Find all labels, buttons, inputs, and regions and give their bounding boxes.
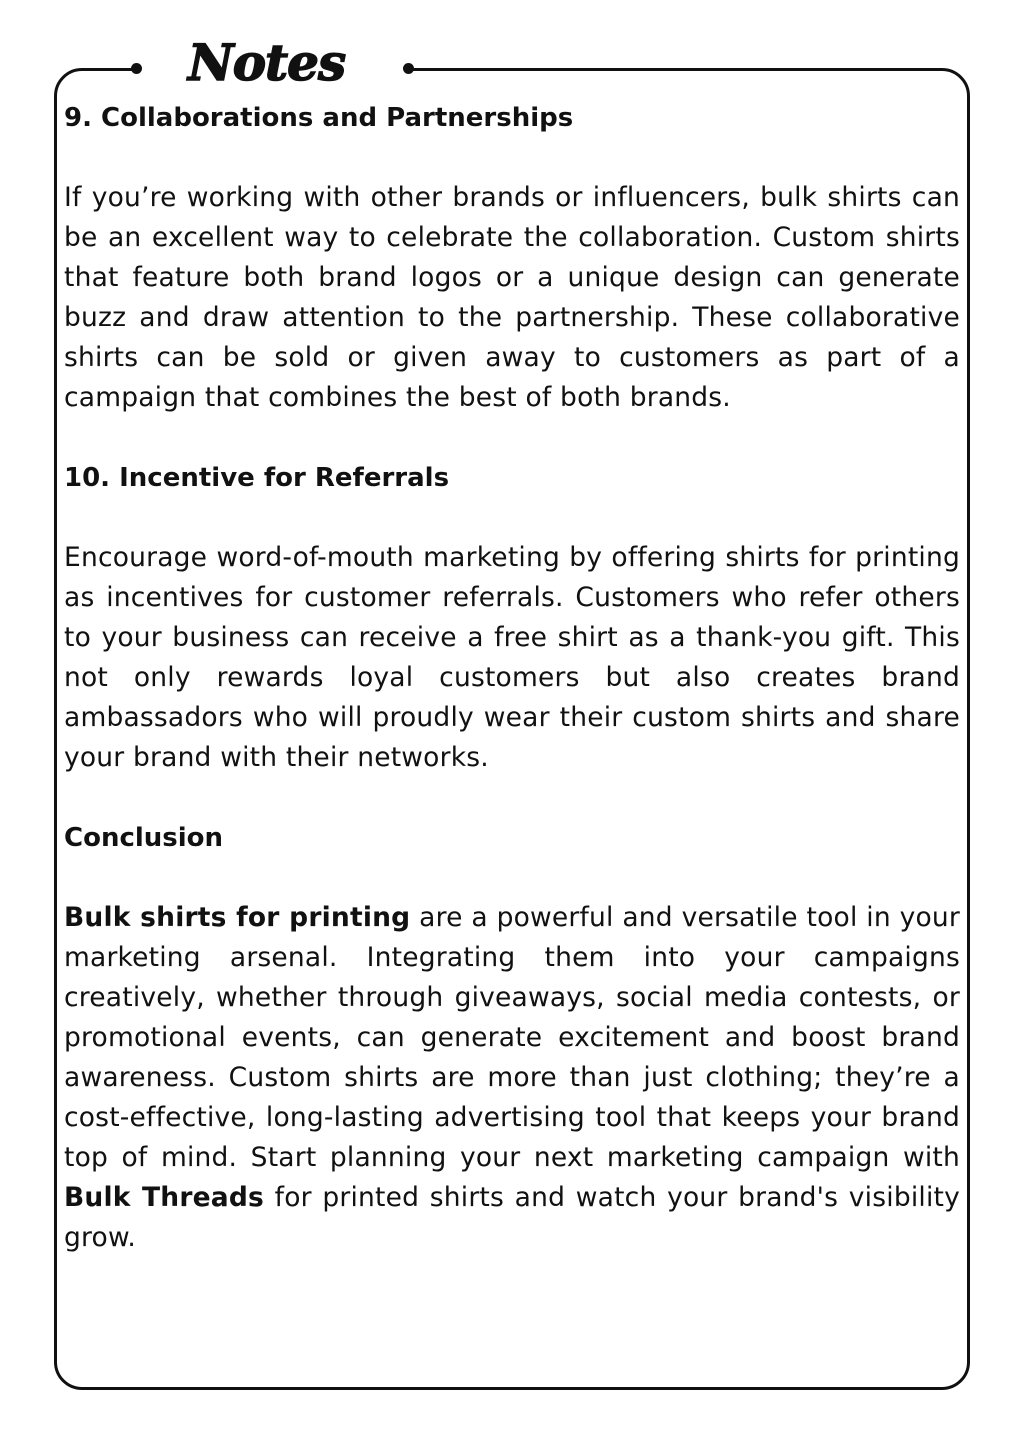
notes-content — [64, 98, 960, 1258]
right-dot-icon — [403, 63, 414, 74]
section-heading-referrals: 10. Incentive for Referrals — [64, 463, 450, 493]
section-body-conclusion — [64, 898, 960, 1258]
conclusion-text-part1: are a powerful and versatile tool in your marketing arsenal. Integrating them into your campaigns creatively, whether through giveaways, social media contests, or promotional events, can generate excitement and boost brand awareness. Custom shirts are more than just clothing; they’re a cost-effective, long-lasting advertising tool that keeps your brand top of mind. Start planning your next marketing campaign with — [64, 902, 961, 1173]
notes-title: Notes — [188, 33, 346, 92]
section-body-collaborations: If you’re working with other brands or influencers, bulk shirts can be an excellent way to celebrate the collaboration. Custom shirts that feature both brand logos or a unique design can generate buzz and draw attention to the partnership. These collaborative shirts can be sold or given away to customers as part of a campaign that combines the best of both brands. — [64, 182, 960, 413]
brand-name-text: Bulk Threads — [64, 1182, 265, 1213]
bold-lead-text: Bulk shirts for printing — [64, 902, 411, 933]
section-body-referrals: Encourage word-of-mouth marketing by offering shirts for printing as incentives for customer referrals. Customers who refer others to your business can receive a free shirt as a thank-you gift. This not only rewards loyal customers but also creates brand ambassadors who will proudly wear their custom shirts and share your brand with their networks. — [64, 542, 960, 773]
left-dot-icon — [131, 63, 142, 74]
section-heading-collaborations: 9. Collaborations and Partnerships — [64, 103, 574, 133]
conclusion-text-part2: for printed shirts and watch your brand's visibility grow. — [64, 1182, 960, 1253]
section-heading-conclusion: Conclusion — [64, 823, 224, 853]
